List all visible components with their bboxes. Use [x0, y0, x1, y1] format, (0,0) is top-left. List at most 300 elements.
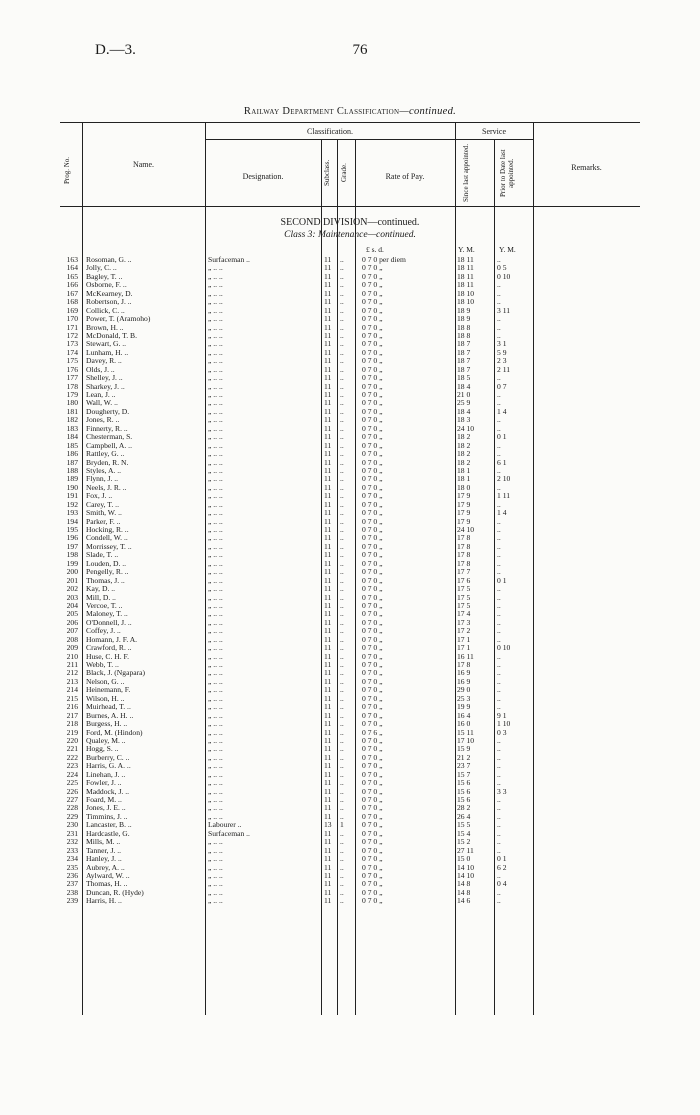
prog-no-cell: 192 [66, 499, 78, 509]
name-cell: Louden, D. .. [86, 559, 127, 568]
prior-to-date-cell: .. [497, 795, 501, 804]
since-last-cell: 18 9 [457, 305, 471, 315]
grade-cell: .. [340, 887, 344, 897]
rate-of-pay-cell: 0 7 0 „ [362, 339, 383, 349]
prior-to-date-cell: 1 4 [497, 406, 507, 416]
table-row [0, 315, 700, 323]
designation-cell: „ .. .. [208, 703, 223, 712]
prog-no-cell: 235 [66, 862, 78, 872]
rate-of-pay-cell: 0 7 0 „ [362, 381, 383, 391]
grade-cell: .. [340, 879, 344, 889]
designation-cell: „ .. .. [208, 374, 223, 383]
table-row [0, 897, 700, 905]
grade-cell: .. [340, 474, 344, 484]
header-service: Service [482, 127, 506, 136]
prog-no-cell: 203 [66, 592, 78, 602]
since-last-cell: 24 10 [457, 423, 475, 433]
table-header-rule [60, 206, 640, 207]
subclass-cell: 11 [324, 600, 332, 610]
table-row [0, 864, 700, 872]
grade-cell: .. [340, 449, 344, 459]
subclass-cell: 11 [324, 668, 332, 678]
prior-to-date-cell: 0 1 [497, 575, 507, 585]
since-last-cell: 15 11 [457, 727, 474, 737]
designation-cell: „ .. .. [208, 399, 223, 408]
prog-no-cell: 190 [66, 482, 78, 492]
rate-of-pay-cell: 0 7 0 „ [362, 600, 383, 610]
prog-no-cell: 191 [66, 491, 78, 501]
designation-cell: „ .. .. [208, 618, 223, 627]
rate-of-pay-cell: 0 7 0 „ [362, 280, 383, 290]
prior-to-date-cell: .. [497, 896, 501, 906]
subclass-cell: 11 [324, 651, 332, 661]
designation-cell: „ .. .. [208, 458, 223, 467]
table-row [0, 762, 700, 770]
rate-of-pay-cell: 0 7 0 „ [362, 516, 383, 526]
table-row [0, 804, 700, 812]
class-title: Class 3: Maintenance—continued. [284, 230, 416, 240]
subclass-cell: 11 [324, 330, 332, 340]
prog-no-cell: 210 [66, 651, 78, 661]
name-cell: Coffey, J. .. [86, 627, 121, 636]
since-last-cell: 29 0 [457, 685, 471, 695]
prog-no-cell: 237 [66, 879, 78, 889]
prog-no-cell: 180 [66, 398, 78, 408]
name-cell: Chesterman, S. [86, 433, 133, 442]
subclass-cell: 11 [324, 322, 332, 332]
rate-of-pay-cell: 0 7 0 „ [362, 845, 383, 855]
rate-of-pay-cell: 0 7 0 „ [362, 676, 383, 686]
rate-of-pay-cell: 0 7 0 „ [362, 761, 383, 771]
prior-to-date-cell: 0 10 [497, 271, 511, 281]
grade-cell: .. [340, 786, 344, 796]
name-cell: Hocking, R. .. [86, 526, 129, 534]
rate-of-pay-cell: 0 7 0 „ [362, 465, 383, 475]
since-last-cell: 17 5 [457, 584, 471, 594]
prior-to-date-cell: .. [497, 651, 501, 661]
prior-to-date-cell: .. [497, 423, 501, 433]
prior-to-date-cell: 0 5 [497, 263, 507, 273]
document-reference: D.—3. [95, 42, 136, 58]
designation-cell: „ .. .. [208, 289, 223, 298]
prior-to-date-cell: .. [497, 626, 501, 636]
grade-cell: .. [340, 330, 344, 340]
since-last-cell: 15 6 [457, 786, 471, 796]
subclass-cell: 11 [324, 660, 332, 669]
prog-no-cell: 171 [66, 322, 78, 332]
table-row [0, 771, 700, 779]
table-row [0, 872, 700, 880]
rate-of-pay-cell: 0 7 0 „ [362, 811, 383, 821]
name-cell: Shelley, J. .. [86, 374, 123, 383]
since-last-cell: 18 4 [457, 406, 471, 416]
name-cell: Carey, T. .. [86, 500, 119, 509]
subclass-cell: 11 [324, 896, 332, 906]
designation-cell: „ .. .. [208, 669, 223, 678]
table-row [0, 577, 700, 585]
name-cell: Vercoe, T. .. [86, 601, 123, 610]
subclass-cell: 11 [324, 398, 332, 408]
designation-cell: „ .. .. [208, 281, 223, 290]
designation-cell: Surfaceman .. [208, 256, 250, 264]
since-last-cell: 16 0 [457, 719, 471, 729]
name-cell: Morrissey, T. .. [86, 542, 132, 551]
designation-cell: „ .. .. [208, 534, 223, 543]
designation-cell: „ .. .. [208, 323, 223, 332]
table-row [0, 712, 700, 720]
prog-no-cell: 216 [66, 702, 78, 712]
name-cell: Bryden, R. N. [86, 458, 129, 467]
subclass-cell: 11 [324, 508, 332, 518]
prog-no-cell: 234 [66, 854, 78, 864]
designation-cell: „ .. .. [208, 796, 223, 804]
prog-no-cell: 170 [66, 314, 78, 324]
since-last-cell: 18 11 [457, 255, 474, 264]
rate-of-pay-cell: 0 7 0 „ [362, 558, 383, 568]
name-cell: McDonald, T. B. [86, 331, 137, 340]
prog-no-cell: 184 [66, 432, 78, 442]
designation-cell: „ .. .. [208, 264, 223, 273]
rate-of-pay-cell: 0 7 0 „ [362, 440, 383, 450]
designation-cell: „ .. .. [208, 331, 223, 340]
table-row [0, 273, 700, 281]
subclass-cell: 11 [324, 778, 332, 788]
since-last-cell: 15 0 [457, 854, 471, 864]
rate-of-pay-cell: 0 7 0 „ [362, 702, 383, 712]
table-row [0, 729, 700, 737]
designation-cell: „ .. .. [208, 559, 223, 568]
header-classification: Classification. [307, 127, 353, 136]
prog-no-cell: 229 [66, 811, 78, 821]
prior-to-date-cell: .. [497, 803, 501, 813]
prog-no-cell: 224 [66, 769, 78, 779]
table-row [0, 290, 700, 298]
prior-to-date-cell: .. [497, 660, 501, 669]
since-last-cell: 18 7 [457, 347, 471, 357]
subclass-cell: 11 [324, 676, 332, 686]
subclass-cell: 11 [324, 449, 332, 459]
designation-cell: „ .. .. [208, 585, 223, 594]
since-last-cell: 18 7 [457, 364, 471, 374]
grade-cell: .. [340, 854, 344, 864]
prog-no-cell: 202 [66, 584, 78, 594]
table-row [0, 610, 700, 618]
name-cell: O'Donnell, J. .. [86, 618, 132, 627]
grade-cell: .. [340, 693, 344, 703]
rate-of-pay-cell: 0 7 0 „ [362, 533, 383, 543]
prior-to-date-cell: .. [497, 600, 501, 610]
since-last-cell: 18 11 [457, 263, 474, 273]
designation-cell: „ .. .. [208, 306, 223, 315]
prior-to-date-cell: 0 1 [497, 432, 507, 442]
prog-no-cell: 201 [66, 575, 78, 585]
name-cell: Thomas, H. .. [86, 880, 128, 889]
designation-cell: „ .. .. [208, 517, 223, 526]
designation-cell: „ .. .. [208, 838, 223, 847]
designation-cell: „ .. .. [208, 424, 223, 433]
since-last-cell: 17 8 [457, 660, 471, 669]
rate-of-pay-cell: 0 7 0 „ [362, 870, 383, 880]
subclass-cell: 11 [324, 584, 332, 594]
prior-to-date-cell: .. [497, 398, 501, 408]
grade-cell: .. [340, 525, 344, 534]
caption-main: Railway Department Classification [243, 106, 400, 117]
prog-no-cell: 175 [66, 356, 78, 366]
since-last-cell: 14 10 [457, 862, 475, 872]
prior-to-date-cell: .. [497, 482, 501, 492]
designation-cell: „ .. .. [208, 610, 223, 619]
designation-cell: „ .. .. [208, 365, 223, 374]
since-last-cell: 18 1 [457, 474, 471, 484]
name-cell: Qualey, M. .. [86, 736, 126, 745]
since-last-cell: 15 6 [457, 795, 471, 804]
rate-of-pay-cell: 0 7 0 „ [362, 685, 383, 695]
prior-to-date-cell: .. [497, 634, 501, 644]
prog-no-cell: 165 [66, 271, 78, 281]
since-last-cell: 18 2 [457, 457, 471, 467]
grade-cell: .. [340, 617, 344, 627]
since-last-cell: 17 8 [457, 541, 471, 551]
table-row [0, 695, 700, 703]
since-last-cell: 18 7 [457, 356, 471, 366]
prior-to-date-cell: .. [497, 702, 501, 712]
grade-cell: .. [340, 280, 344, 290]
subclass-cell: 11 [324, 457, 332, 467]
grade-cell: .. [340, 423, 344, 433]
table-row [0, 745, 700, 753]
name-cell: Wall, W. .. [86, 399, 118, 408]
name-cell: Hanley, J. .. [86, 855, 122, 864]
since-last-cell: 15 6 [457, 778, 471, 788]
grade-cell: .. [340, 508, 344, 518]
since-last-cell: 18 2 [457, 432, 471, 442]
designation-cell: „ .. .. [208, 315, 223, 324]
table-row [0, 391, 700, 399]
rate-of-pay-cell: 0 7 0 „ [362, 525, 383, 534]
grade-cell: .. [340, 600, 344, 610]
designation-cell: „ .. .. [208, 542, 223, 551]
since-last-cell: 17 2 [457, 626, 471, 636]
name-cell: Maloney, T. .. [86, 610, 128, 619]
grade-cell: .. [340, 288, 344, 298]
name-cell: Crawford, R. .. [86, 644, 132, 653]
subclass-cell: 11 [324, 702, 332, 712]
grade-cell: .. [340, 660, 344, 669]
rate-of-pay-cell: 0 7 0 „ [362, 710, 383, 720]
subclass-cell: 11 [324, 482, 332, 492]
grade-cell: .. [340, 668, 344, 678]
prior-to-date-cell: 5 9 [497, 347, 507, 357]
subclass-cell: 11 [324, 795, 332, 804]
rate-of-pay-cell: 0 7 0 „ [362, 271, 383, 281]
since-last-cell: 17 9 [457, 499, 471, 509]
subclass-cell: 11 [324, 440, 332, 450]
prior-to-date-cell: .. [497, 828, 501, 838]
designation-cell: „ .. .. [208, 576, 223, 585]
prog-no-cell: 164 [66, 263, 78, 273]
page-number: 76 [352, 42, 368, 58]
subclass-cell: 11 [324, 803, 332, 813]
since-last-cell: 17 9 [457, 508, 471, 518]
table-row [0, 813, 700, 821]
prior-to-date-cell: .. [497, 761, 501, 771]
subclass-cell: 11 [324, 373, 332, 383]
name-cell: Foard, M. .. [86, 796, 122, 804]
subclass-cell: 11 [324, 314, 332, 324]
since-last-cell: 18 10 [457, 288, 475, 298]
subclass-cell: 11 [324, 845, 332, 855]
grade-cell: .. [340, 322, 344, 332]
since-last-cell: 17 5 [457, 600, 471, 610]
since-last-cell: 15 7 [457, 769, 471, 779]
name-cell: Dougherty, D. [86, 407, 130, 416]
name-cell: Flynn, J. .. [86, 475, 119, 484]
name-cell: Campbell, A. .. [86, 441, 132, 450]
prior-to-date-cell: .. [497, 516, 501, 526]
designation-cell: „ .. .. [208, 770, 223, 779]
table-row [0, 703, 700, 711]
grade-cell: .. [340, 676, 344, 686]
table-row [0, 754, 700, 762]
rate-of-pay-cell: 0 7 0 „ [362, 373, 383, 383]
table-row [0, 416, 700, 424]
table-row [0, 560, 700, 568]
prog-no-cell: 211 [66, 660, 78, 669]
prog-no-cell: 207 [66, 626, 78, 636]
name-cell: Kay, D. .. [86, 585, 116, 594]
rate-of-pay-cell: 0 7 0 „ [362, 567, 383, 577]
prior-to-date-cell: .. [497, 735, 501, 745]
since-last-cell: 15 9 [457, 744, 471, 754]
prog-no-cell: 239 [66, 896, 78, 906]
name-cell: Maddock, J. .. [86, 787, 130, 796]
table-row [0, 433, 700, 441]
table-body [0, 256, 700, 906]
rate-of-pay-cell: 0 7 0 „ [362, 432, 383, 442]
units-since: Y. M. [458, 245, 475, 254]
designation-cell: „ .. .. [208, 880, 223, 889]
prog-no-cell: 228 [66, 803, 78, 813]
rate-of-pay-cell: 0 7 0 „ [362, 752, 383, 762]
table-row [0, 526, 700, 534]
since-last-cell: 17 1 [457, 643, 471, 653]
grade-cell: .. [340, 465, 344, 475]
rate-of-pay-cell: 0 7 0 „ [362, 305, 383, 315]
prog-no-cell: 206 [66, 617, 78, 627]
subclass-cell: 11 [324, 255, 332, 264]
rate-of-pay-cell: 0 7 0 „ [362, 626, 383, 636]
since-last-cell: 18 11 [457, 271, 474, 281]
name-cell: Harris, H. .. [86, 897, 122, 906]
since-last-cell: 17 4 [457, 609, 471, 619]
table-row [0, 534, 700, 542]
name-cell: Huse, C. H. F. [86, 652, 130, 661]
designation-cell: „ .. .. [208, 450, 223, 459]
grade-cell: .. [340, 406, 344, 416]
prior-to-date-cell: 1 4 [497, 508, 507, 518]
since-last-cell: 16 9 [457, 668, 471, 678]
rate-of-pay-cell: 0 7 0 „ [362, 575, 383, 585]
table-caption [0, 106, 700, 117]
rate-of-pay-cell: 0 7 6 „ [362, 727, 383, 737]
subclass-cell: 11 [324, 533, 332, 543]
prior-to-date-cell: .. [497, 685, 501, 695]
rate-of-pay-cell: 0 7 0 „ [362, 406, 383, 416]
since-last-cell: 15 2 [457, 837, 471, 847]
name-cell: Lean, J. .. [86, 391, 116, 399]
prior-to-date-cell: .. [497, 314, 501, 324]
prog-no-cell: 188 [66, 465, 78, 475]
designation-cell: „ .. .. [208, 694, 223, 703]
rate-of-pay-cell: 0 7 0 „ [362, 330, 383, 340]
rate-of-pay-cell: 0 7 0 „ [362, 415, 383, 425]
subclass-cell: 11 [324, 364, 332, 374]
prior-to-date-cell: .. [497, 837, 501, 847]
designation-cell: „ .. .. [208, 357, 223, 366]
units-pay: £ s. d. [366, 245, 384, 254]
prog-no-cell: 238 [66, 887, 78, 897]
grade-cell: .. [340, 550, 344, 560]
rate-of-pay-cell: 0 7 0 „ [362, 643, 383, 653]
prog-no-cell: 227 [66, 795, 78, 804]
subclass-cell: 11 [324, 617, 332, 627]
prior-to-date-cell: 2 10 [497, 474, 511, 484]
since-last-cell: 18 11 [457, 280, 474, 290]
designation-cell: „ .. .. [208, 466, 223, 475]
since-last-cell: 23 7 [457, 761, 471, 771]
table-row [0, 425, 700, 433]
designation-cell: Labourer .. [208, 821, 242, 830]
since-last-cell: 28 2 [457, 803, 471, 813]
prior-to-date-cell: 0 1 [497, 854, 507, 864]
rate-of-pay-cell: 0 7 0 „ [362, 364, 383, 374]
prog-no-cell: 220 [66, 735, 78, 745]
rate-of-pay-cell: 0 7 0 „ [362, 263, 383, 273]
prog-no-cell: 217 [66, 710, 78, 720]
prog-no-cell: 186 [66, 449, 78, 459]
rate-of-pay-cell: 0 7 0 „ [362, 837, 383, 847]
rate-of-pay-cell: 0 7 0 „ [362, 786, 383, 796]
since-last-cell: 21 0 [457, 390, 471, 399]
grade-cell: .. [340, 719, 344, 729]
name-cell: Neels, J. R. .. [86, 483, 127, 492]
designation-cell: „ .. .. [208, 348, 223, 357]
name-cell: Pengelly, R. .. [86, 568, 129, 577]
table-row [0, 838, 700, 846]
table-row [0, 678, 700, 686]
table-row [0, 374, 700, 382]
table-row [0, 880, 700, 888]
rate-of-pay-cell: 0 7 0 per diem [362, 255, 406, 264]
table-row [0, 653, 700, 661]
name-cell: Davey, R. .. [86, 357, 122, 366]
rate-of-pay-cell: 0 7 0 „ [362, 592, 383, 602]
table-row [0, 408, 700, 416]
prog-no-cell: 189 [66, 474, 78, 484]
rate-of-pay-cell: 0 7 0 „ [362, 735, 383, 745]
name-cell: Heinemann, F. [86, 686, 131, 695]
name-cell: Tanner, J. .. [86, 846, 122, 855]
rate-of-pay-cell: 0 7 0 „ [362, 719, 383, 729]
name-cell: Duncan, R. (Hyde) [86, 888, 144, 897]
subclass-cell: 11 [324, 406, 332, 416]
prior-to-date-cell: .. [497, 584, 501, 594]
header-designation: Designation. [242, 172, 284, 181]
designation-cell: „ .. .. [208, 897, 223, 906]
rate-of-pay-cell: 0 7 0 „ [362, 297, 383, 307]
prior-to-date-cell: .. [497, 592, 501, 602]
designation-cell: „ .. .. [208, 483, 223, 492]
